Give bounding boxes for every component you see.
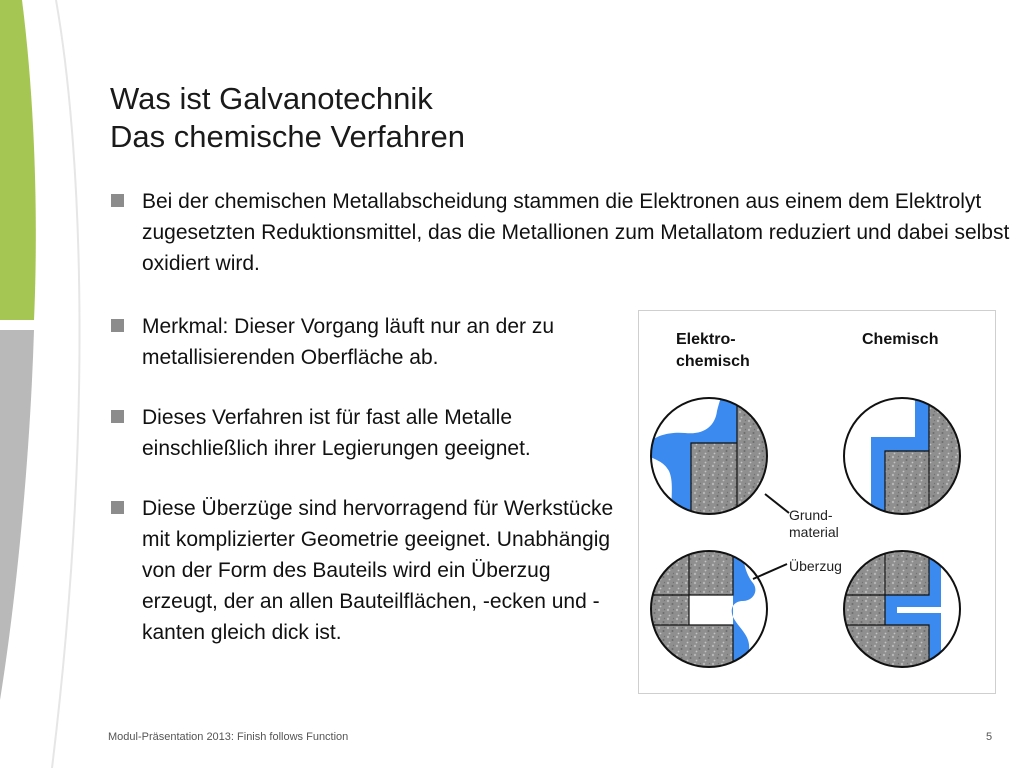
label-grundmaterial-line-1: Grund- — [789, 507, 833, 523]
gray-swoosh-shape — [0, 330, 34, 700]
green-swoosh-shape — [0, 0, 36, 320]
deposition-comparison-figure — [638, 310, 996, 694]
bullet-text-1: Bei der chemischen Metallabscheidung stammen die Elektronen aus einem dem Elektrolyt zugesetzten Reduktionsmittel, das die Metallionen zum Metallatom reduziert und dabei selbst oxidiert wird. — [142, 190, 1010, 275]
label-grundmaterial-line-2: material — [789, 524, 839, 540]
bullet-square-icon — [111, 501, 124, 514]
swoosh-arc-line — [52, 0, 80, 768]
bullet-square-icon — [111, 194, 124, 207]
bullet-square-icon — [111, 410, 124, 423]
label-electrochemical — [676, 329, 750, 373]
title-line-2: Das chemische Verfahren — [110, 119, 465, 154]
bullet-item-3 — [110, 402, 630, 464]
leader-line-grundmaterial — [765, 494, 789, 513]
bullet-text-3: Dieses Verfahren ist für fast alle Metalle einschließlich ihrer Legierungen geeignet. — [142, 406, 531, 460]
bullet-item-1 — [110, 186, 1010, 279]
label-chemical: Chemisch — [862, 331, 939, 348]
chemical-inner-corner-circle — [829, 541, 979, 681]
title-line-1: Was ist Galvanotechnik — [110, 81, 433, 116]
bullet-square-icon — [111, 319, 124, 332]
footer-text: Modul-Präsentation 2013: Finish follows Function — [108, 731, 349, 743]
label-electrochemical-line-1: Elektro- — [676, 331, 736, 348]
bullet-item-2 — [110, 311, 630, 373]
leader-line-ueberzug — [753, 564, 787, 579]
bullet-item-4 — [110, 493, 630, 648]
label-electrochemical-line-2: chemisch — [676, 353, 750, 370]
label-ueberzug: Überzug — [789, 558, 842, 574]
page-number: 5 — [986, 731, 993, 743]
bullet-text-4: Diese Überzüge sind hervorragend für Werkstücke mit komplizierter Geometrie geeignet. Unabhängig von der Form des Bauteils wird ein Überzug erzeugt, der an allen Bauteilflächen, -ecken und -kanten gleich dick ist. — [142, 497, 614, 644]
chemical-outer-corner-circle — [829, 391, 979, 531]
bullet-text-2: Merkmal: Dieser Vorgang läuft nur an der zu metallisierenden Oberfläche ab. — [142, 315, 555, 369]
slide-title — [110, 80, 465, 156]
label-grundmaterial — [789, 507, 839, 541]
